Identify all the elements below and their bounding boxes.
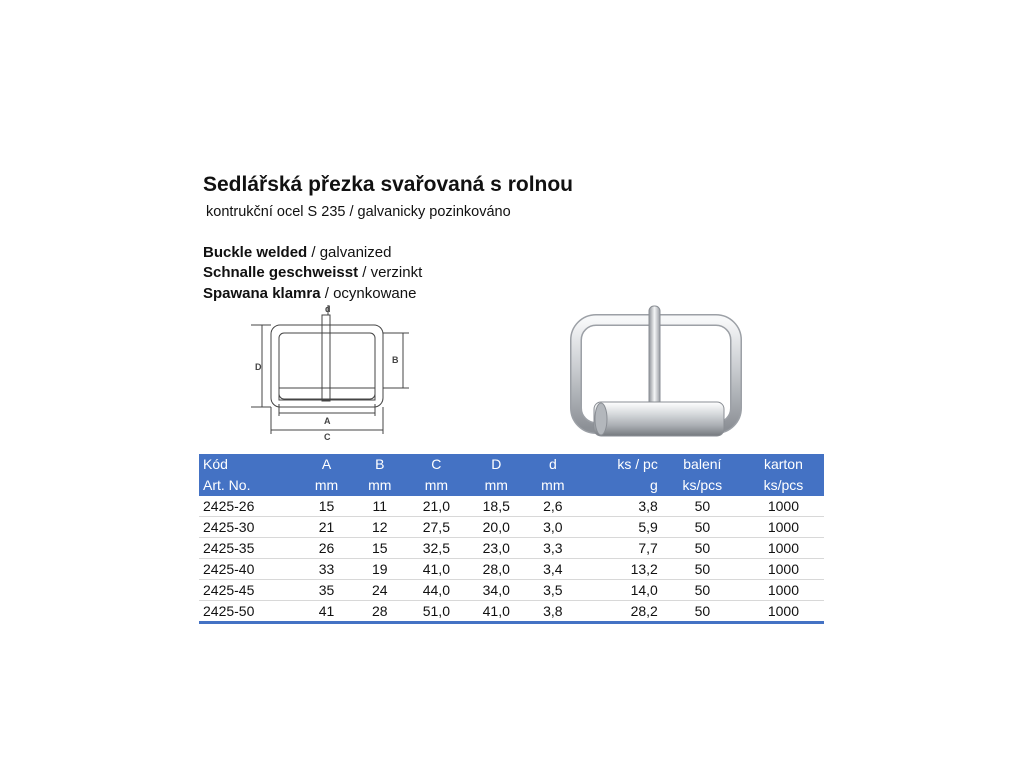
header-cell: B [375,456,385,472]
cell-d-outer: 23,0 [466,538,526,559]
translation-bold: Buckle welded [203,244,308,261]
header-cell: g [650,477,658,493]
header-cell: Kód [203,456,228,472]
header-cell: mm [314,477,339,493]
header-cell: ks/pcs [682,477,723,493]
cell-pack: 50 [662,601,743,623]
diagram-label-C: C [324,432,331,442]
cell-d-pin: 3,5 [526,580,579,601]
cell-article-no: 2425-50 [199,601,300,623]
cell-pack: 50 [662,496,743,517]
cell-d-pin: 3,0 [526,517,579,538]
translation-bold: Schnalle geschweisst [203,264,359,281]
cell-pack: 50 [662,580,743,601]
table-header-row [199,475,824,496]
header-cell: D [491,456,502,472]
cell-c: 32,5 [406,538,466,559]
header-cell: mm [541,477,565,493]
header-cell: balení [683,456,722,472]
translation-rest: / verzinkt [358,264,423,281]
translation-rest: / ocynkowane [320,285,417,302]
cell-b: 28 [353,601,406,623]
diagram-label-A: A [324,416,331,426]
cell-b: 24 [353,580,406,601]
header-cell: d [548,456,557,472]
buckle-dimension-diagram [246,300,416,445]
diagram-inner-frame [279,333,375,399]
cell-carton: 1000 [743,538,824,559]
cell-weight: 5,9 [579,517,661,538]
table-row [199,559,824,580]
cell-article-no: 2425-35 [199,538,300,559]
cell-weight: 28,2 [579,601,661,623]
cell-weight: 7,7 [579,538,661,559]
buckle-photo [556,298,762,444]
table-header-row [199,454,824,475]
cell-a: 35 [300,580,353,601]
diagram-roller [279,388,375,400]
cell-d-pin: 3,4 [526,559,579,580]
page-subtitle: kontrukční ocel S 235 / galvanicky pozinkováno [206,204,511,220]
cell-c: 44,0 [406,580,466,601]
cell-pack: 50 [662,538,743,559]
cell-d-outer: 34,0 [466,580,526,601]
cell-article-no: 2425-45 [199,580,300,601]
cell-d-pin: 2,6 [526,496,579,517]
cell-weight: 14,0 [579,580,661,601]
cell-d-pin: 3,8 [526,601,579,623]
cell-b: 19 [353,559,406,580]
table-row [199,496,824,517]
cell-a: 21 [300,517,353,538]
cell-weight: 3,8 [579,496,661,517]
translation-rest: / galvanized [307,244,392,261]
table-row [199,517,824,538]
cell-b: 15 [353,538,406,559]
cell-article-no: 2425-26 [199,496,300,517]
photo-roller [594,402,724,436]
table-row [199,538,824,559]
cell-d-outer: 18,5 [466,496,526,517]
translation-bold: Spawana klamra [203,285,321,302]
header-cell: mm [368,477,392,493]
cell-b: 12 [353,517,406,538]
cell-carton: 1000 [743,580,824,601]
cell-c: 27,5 [406,517,466,538]
cell-d-outer: 28,0 [466,559,526,580]
cell-pack: 50 [662,517,743,538]
cell-c: 21,0 [406,496,466,517]
cell-carton: 1000 [743,559,824,580]
header-cell: A [321,456,332,472]
cell-a: 41 [300,601,353,623]
header-cell: ks / pc [617,456,658,472]
header-cell: mm [424,477,449,493]
header-cell: Art. No. [203,477,251,493]
cell-d-pin: 3,3 [526,538,579,559]
cell-b: 11 [353,496,406,517]
cell-article-no: 2425-30 [199,517,300,538]
cell-carton: 1000 [743,601,824,623]
translation-line-en [203,244,391,261]
cell-a: 26 [300,538,353,559]
diagram-outer-frame [271,325,383,407]
table-row [199,601,824,623]
header-cell: ks/pcs [763,477,804,493]
diagram-label-d: d [325,304,331,314]
cell-c: 41,0 [406,559,466,580]
cell-carton: 1000 [743,517,824,538]
table-row [199,580,824,601]
cell-weight: 13,2 [579,559,661,580]
cell-d-outer: 41,0 [466,601,526,623]
header-cell: C [431,456,442,472]
diagram-label-B: B [392,355,399,365]
diagram-label-D: D [255,362,262,372]
header-cell: mm [484,477,508,493]
header-cell: karton [763,456,803,472]
page-title: Sedlářská přezka svařovaná s rolnou [203,173,574,196]
cell-a: 33 [300,559,353,580]
cell-a: 15 [300,496,353,517]
translation-line-de [203,264,422,281]
cell-d-outer: 20,0 [466,517,526,538]
cell-article-no: 2425-40 [199,559,300,580]
cell-pack: 50 [662,559,743,580]
cell-c: 51,0 [406,601,466,623]
spec-table [199,454,824,624]
photo-pin [649,306,660,416]
cell-carton: 1000 [743,496,824,517]
